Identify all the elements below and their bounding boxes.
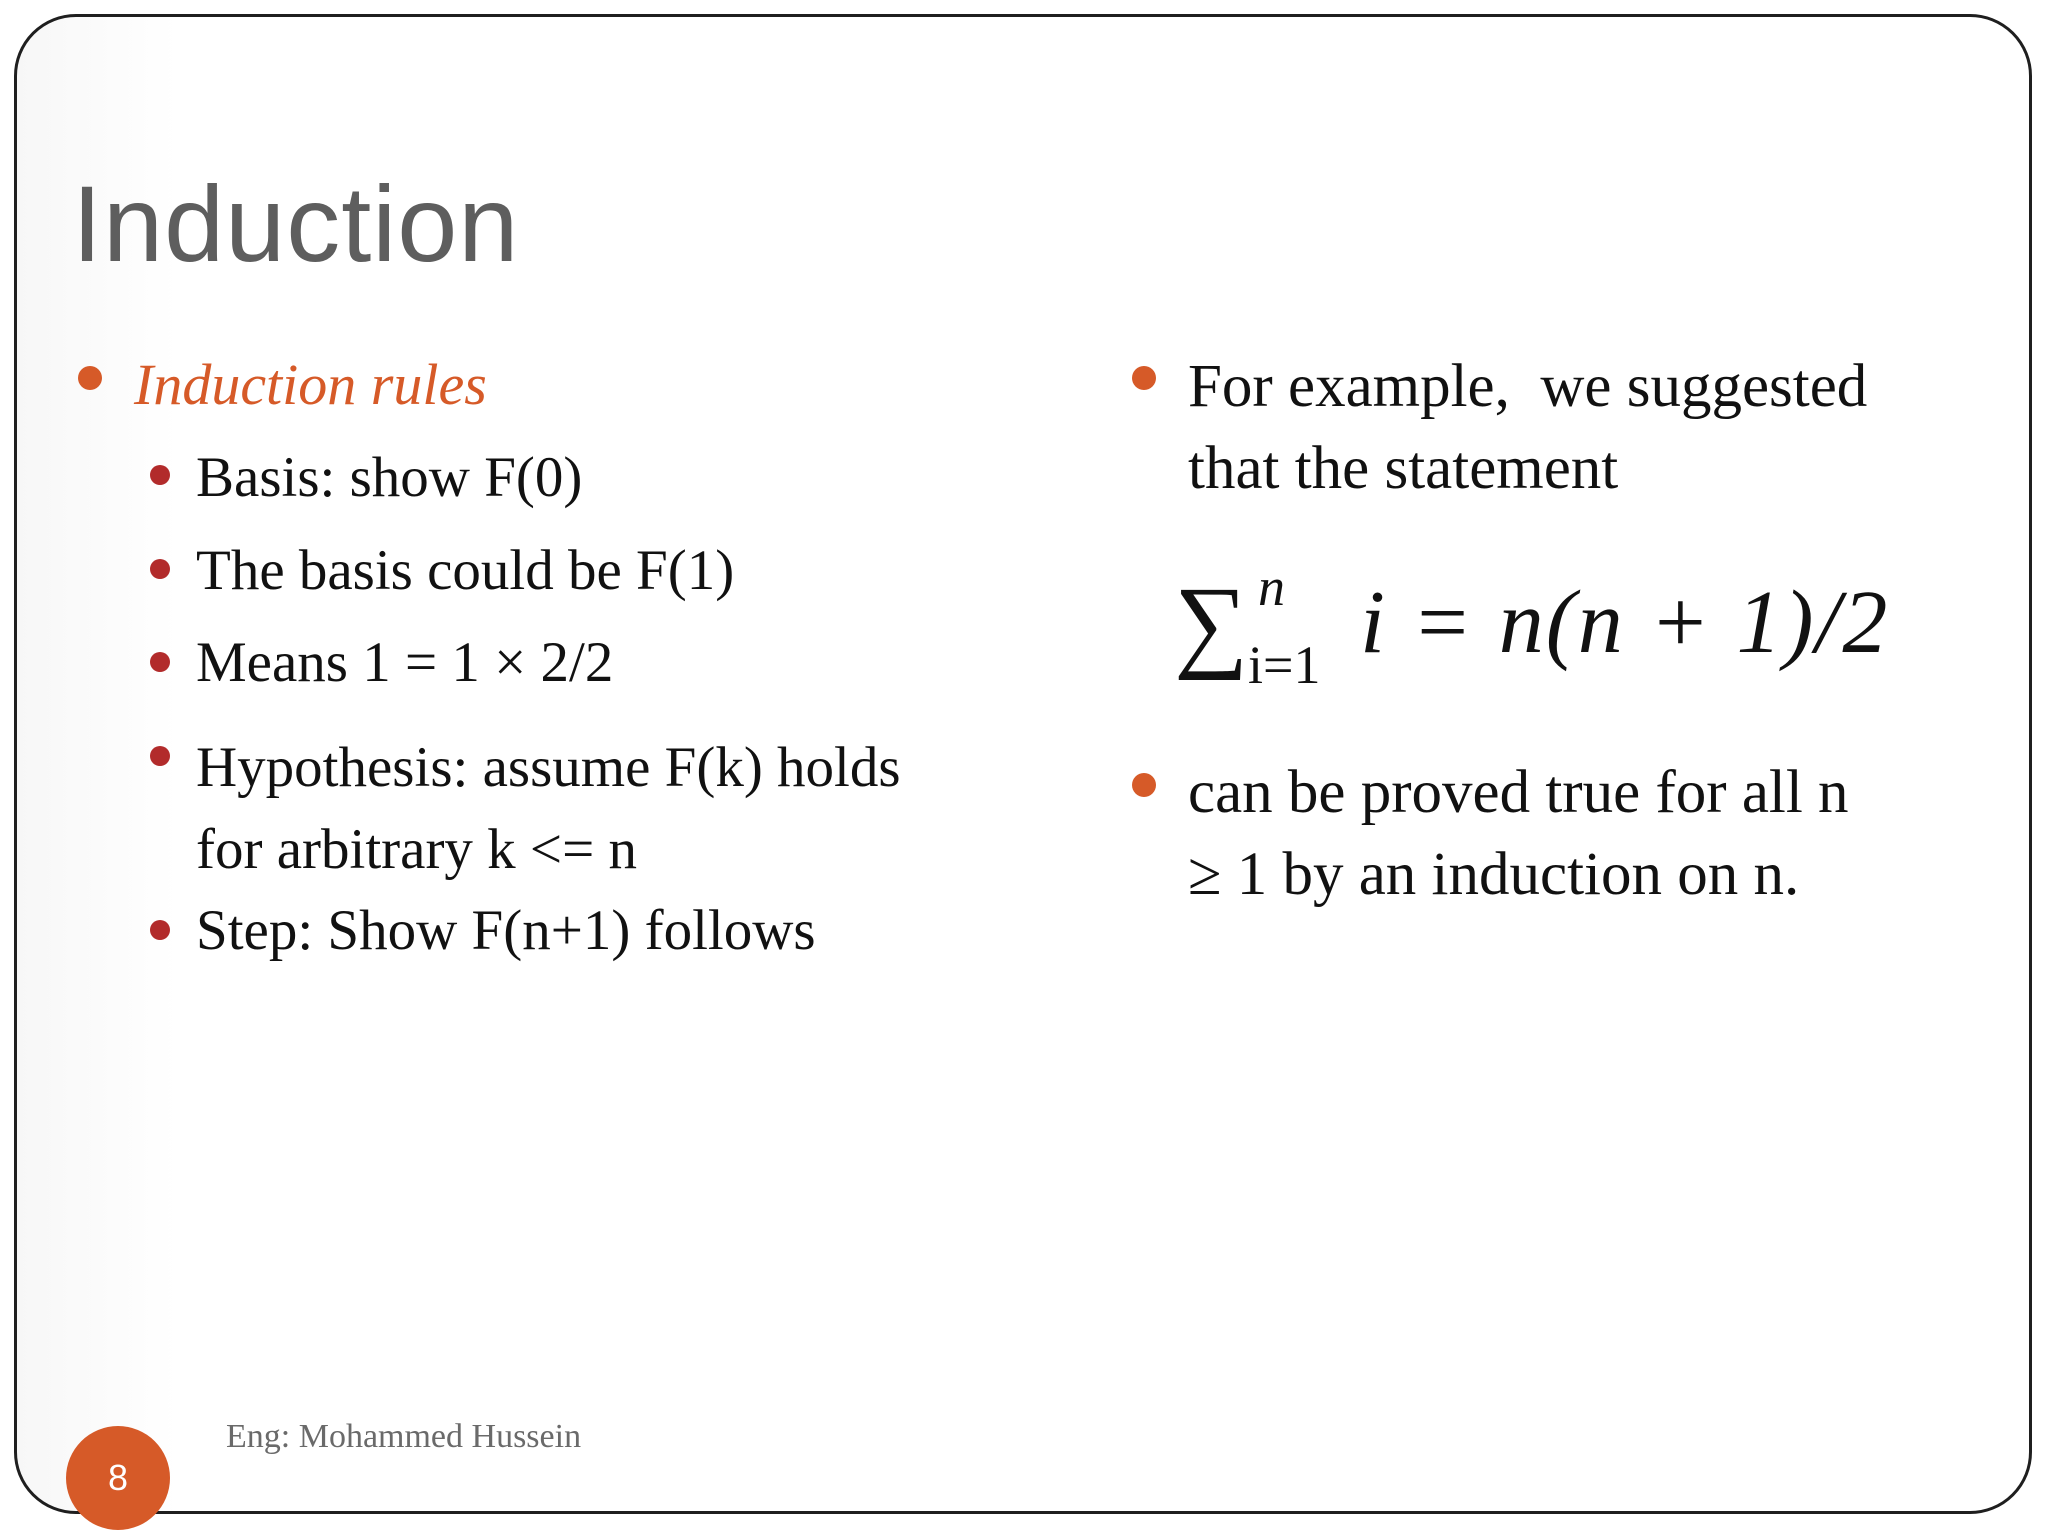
summation-lower-limit: i=1: [1248, 635, 1321, 695]
example-paragraph: For example, we suggested that the statement: [1188, 353, 1868, 502]
induction-rules-heading: Induction rules: [134, 352, 487, 417]
basis-bullet-icon: [150, 465, 170, 485]
induction-rules-bullet-icon: [78, 366, 102, 390]
slide-title: Induction: [72, 163, 520, 284]
summation-formula: [1174, 557, 1894, 710]
author-footer: Eng: Mohammed Hussein: [226, 1418, 582, 1455]
example-bullet-icon: [1132, 366, 1156, 390]
summation-symbol: ∑: [1174, 566, 1249, 681]
basis-f1-item: The basis could be F(1): [196, 539, 735, 602]
conclusion-paragraph: can be proved true for all n ≥ 1 by an induction on n.: [1188, 759, 1849, 908]
summation-upper-limit: n: [1258, 557, 1285, 617]
basis-item: Basis: show F(0): [196, 446, 583, 509]
means-item: Means 1 = 1 × 2/2: [196, 631, 614, 694]
basis-f1-bullet-icon: [150, 559, 170, 579]
means-bullet-icon: [150, 652, 170, 672]
summation-expression: i = n(n + 1)/2: [1360, 573, 1890, 672]
hypothesis-item: Hypothesis: assume F(k) holds for arbitrary k <= n: [196, 736, 901, 881]
step-item: Step: Show F(n+1) follows: [196, 899, 816, 962]
conclusion-bullet-icon: [1132, 773, 1156, 797]
page-number-badge: 8: [66, 1426, 170, 1530]
step-bullet-icon: [150, 920, 170, 940]
hypothesis-bullet-icon: [150, 746, 170, 766]
